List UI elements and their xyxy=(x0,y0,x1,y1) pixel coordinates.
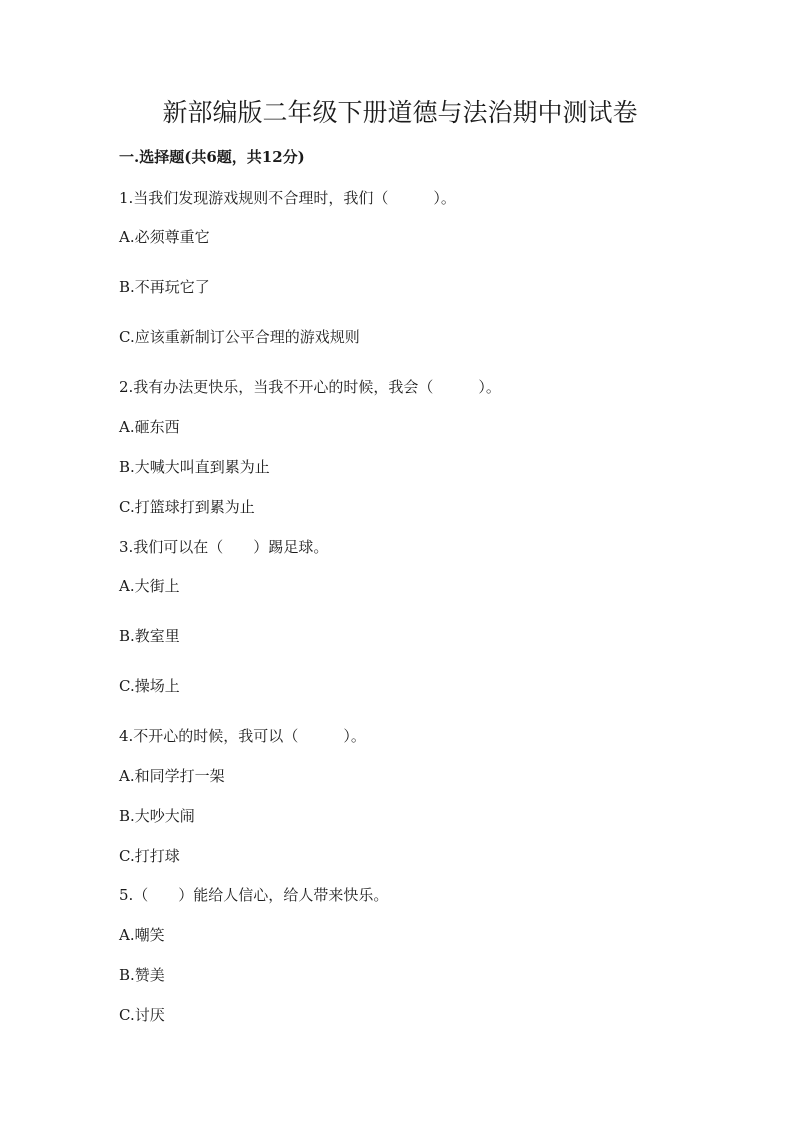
question-1-option-b: B.不再玩它了 xyxy=(119,278,210,296)
question-3-option-c: C.操场上 xyxy=(119,677,180,695)
question-stem-1: 1.当我们发现游戏规则不合理时，我们（ ）。 xyxy=(119,189,456,207)
question-1-option-c: C.应该重新制订公平合理的游戏规则 xyxy=(119,328,360,346)
question-4-option-c: C.打打球 xyxy=(119,847,180,865)
question-2-option-b: B.大喊大叫直到累为止 xyxy=(119,458,270,476)
question-5-option-a: A.嘲笑 xyxy=(119,926,165,944)
question-2-option-a: A.砸东西 xyxy=(119,418,180,436)
question-3-option-a: A.大街上 xyxy=(119,577,180,595)
question-5-option-c: C.讨厌 xyxy=(119,1006,165,1024)
question-stem-4: 4.不开心的时候，我可以（ ）。 xyxy=(119,727,366,745)
question-3-option-b: B.教室里 xyxy=(119,627,180,645)
question-4-option-b: B.大吵大闹 xyxy=(119,807,195,825)
question-stem-2: 2.我有办法更快乐，当我不开心的时候，我会（ ）。 xyxy=(119,378,501,396)
question-5-option-b: B.赞美 xyxy=(119,966,165,984)
question-4-option-a: A.和同学打一架 xyxy=(119,767,225,785)
question-stem-5: 5.（ ）能给人信心，给人带来快乐。 xyxy=(119,886,389,904)
section-title: 一.选择题(共6题，共12分) xyxy=(119,148,305,166)
question-2-option-c: C.打篮球打到累为止 xyxy=(119,498,255,516)
page-title: 新部编版二年级下册道德与法治期中测试卷 xyxy=(162,98,638,127)
question-1-option-a: A.必须尊重它 xyxy=(119,228,210,246)
question-stem-3: 3.我们可以在（ ）踢足球。 xyxy=(119,538,329,556)
